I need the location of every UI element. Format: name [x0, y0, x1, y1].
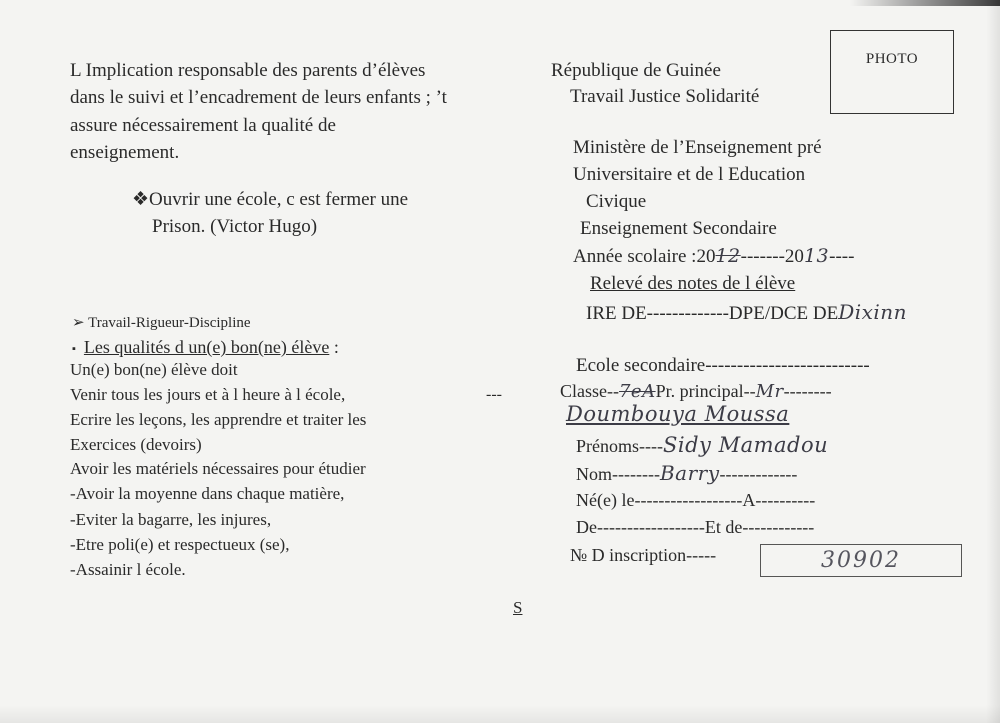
- quote-text: Ouvrir une école, c est fermer une: [149, 189, 409, 210]
- principal-prefix: Mr: [755, 381, 784, 402]
- qualities-line: -Eviter la bagarre, les injures,: [70, 510, 272, 529]
- qualities-line: -Etre poli(e) et respectueux (se),: [70, 535, 290, 554]
- inscription-number: 30902: [821, 548, 901, 573]
- school-year: [573, 245, 854, 268]
- classe-label: Classe--: [560, 381, 619, 401]
- qualities-line: Un(e) bon(ne) élève doit: [70, 360, 238, 379]
- school-year-start: 12: [715, 245, 741, 267]
- center-letter: S: [513, 598, 523, 617]
- classe-value: 7eA: [618, 381, 656, 402]
- classe-line: Classe--7eAPr. principal--Mr--------: [560, 381, 832, 402]
- school-year-end: 13: [803, 245, 830, 267]
- scan-edge-bottom: [0, 705, 1000, 723]
- scan-edge-right: [986, 0, 1000, 723]
- quote-line-1: [132, 188, 408, 211]
- principal-label: Pr. principal--: [655, 381, 756, 401]
- prenoms-label: Prénoms----: [576, 436, 663, 456]
- motto-text: Travail-Rigueur-Discipline: [88, 315, 251, 331]
- qualities-heading: [72, 337, 339, 358]
- diamond-bullet-icon: ❖: [132, 189, 150, 210]
- nom-label: Nom--------: [576, 464, 660, 484]
- report-title: Relevé des notes de l élève: [590, 273, 796, 294]
- school-year-trail: ----: [829, 246, 855, 267]
- qualities-line: Avoir les matériels nécessaires pour étudier: [70, 459, 366, 478]
- school-year-mid: -------20: [740, 246, 804, 267]
- prenoms-value: Sidy Mamadou: [662, 433, 829, 457]
- arrow-bullet-icon: ➢: [72, 315, 85, 331]
- ministry-line: Enseignement Secondaire: [580, 218, 777, 239]
- parents-line: De------------------Et de------------: [576, 517, 815, 537]
- intro-line: assure nécessairement la qualité de: [70, 115, 336, 136]
- nom-value: Barry: [659, 461, 720, 485]
- photo-label: PHOTO: [865, 51, 919, 67]
- ecole-line: Ecole secondaire--------------------------: [576, 355, 870, 376]
- intro-line: enseignement.: [70, 142, 180, 163]
- inscription-number-box: [760, 544, 962, 577]
- intro-line: L Implication responsable des parents d’élèves: [70, 60, 426, 81]
- prenoms-line: [576, 433, 828, 457]
- ire-label: IRE DE-------------DPE/DCE DE: [586, 303, 839, 324]
- ministry-line: Ministère de l’Enseignement pré: [573, 137, 822, 158]
- republic-title: République de Guinée: [551, 60, 721, 81]
- intro-line: dans le suivi et l’encadrement de leurs enfants ; ’t: [70, 87, 447, 108]
- qualities-title: Les qualités d un(e) bon(ne) élève: [83, 337, 330, 357]
- motto-line: [72, 313, 251, 332]
- qualities-colon: :: [333, 337, 339, 357]
- ministry-line: Universitaire et de l Education: [573, 164, 806, 185]
- ire-value: Dixinn: [838, 300, 908, 324]
- qualities-line: -Avoir la moyenne dans chaque matière,: [70, 484, 345, 503]
- birth-line: Né(e) le------------------A----------: [576, 490, 816, 510]
- principal-name: Doumbouya Moussa: [566, 402, 790, 426]
- republic-motto: Travail Justice Solidarité: [570, 86, 760, 107]
- qualities-line: Exercices (devoirs): [70, 435, 202, 454]
- square-bullet-icon: ▪: [72, 342, 76, 355]
- scan-edge-top: [0, 0, 1000, 6]
- ire-line: [586, 300, 907, 325]
- nom-trail: -------------: [719, 464, 798, 484]
- qualities-line: Ecrire les leçons, les apprendre et traiter les: [70, 410, 367, 429]
- nom-line: [576, 461, 797, 485]
- ministry-line: Civique: [586, 191, 647, 212]
- dash-mark: ---: [486, 386, 502, 403]
- quote-line-2: Prison. (Victor Hugo): [152, 216, 318, 237]
- school-year-label: Année scolaire :20: [573, 246, 716, 267]
- inscription-label: № D inscription-----: [570, 545, 717, 565]
- qualities-line: Venir tous les jours et à l heure à l école,: [70, 385, 346, 404]
- photo-box: [830, 30, 954, 114]
- qualities-line: -Assainir l école.: [70, 560, 186, 579]
